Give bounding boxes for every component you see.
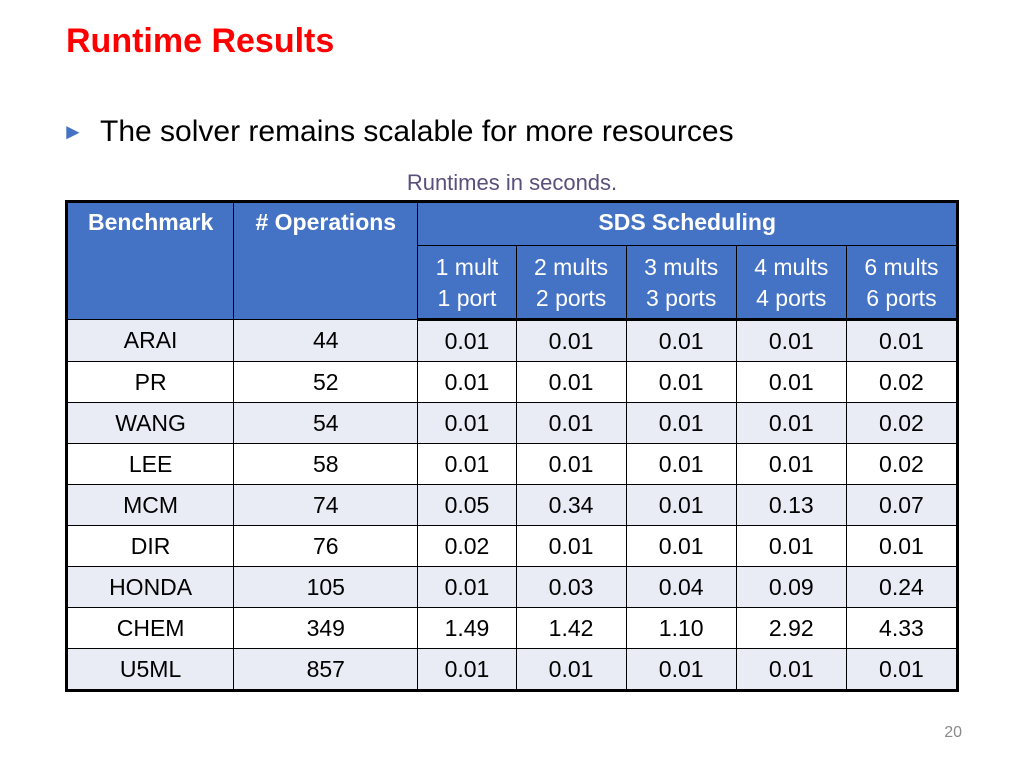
header-config-5	[846, 246, 957, 320]
cell-runtime: 0.01	[846, 649, 957, 691]
cell-benchmark: WANG	[67, 403, 234, 444]
cell-runtime: 1.49	[418, 608, 516, 649]
header-benchmark: Benchmark	[67, 202, 234, 320]
cell-operations: 74	[234, 485, 418, 526]
cell-runtime: 0.01	[516, 526, 626, 567]
cell-runtime: 0.01	[626, 362, 736, 403]
cell-runtime: 0.04	[626, 567, 736, 608]
header-config-3	[626, 246, 736, 320]
cell-benchmark: PR	[67, 362, 234, 403]
table-row	[67, 526, 958, 567]
cell-runtime: 0.01	[736, 526, 846, 567]
cell-runtime: 0.01	[736, 362, 846, 403]
header-config-ports: 3 ports	[646, 285, 717, 311]
header-config-1	[418, 246, 516, 320]
page-number: 20	[944, 724, 962, 741]
header-config-multipliers: 4 mults	[754, 254, 829, 280]
cell-runtime: 0.01	[418, 567, 516, 608]
cell-benchmark: LEE	[67, 444, 234, 485]
cell-runtime: 0.02	[418, 526, 516, 567]
cell-runtime: 0.01	[516, 649, 626, 691]
cell-runtime: 0.01	[846, 320, 957, 362]
cell-benchmark: DIR	[67, 526, 234, 567]
cell-runtime: 0.01	[626, 320, 736, 362]
table-row	[67, 567, 958, 608]
header-config-ports: 4 ports	[756, 285, 827, 311]
cell-runtime: 0.34	[516, 485, 626, 526]
cell-runtime: 1.42	[516, 608, 626, 649]
cell-runtime: 0.01	[736, 320, 846, 362]
table-row	[67, 403, 958, 444]
cell-operations: 857	[234, 649, 418, 691]
cell-runtime: 0.01	[516, 362, 626, 403]
cell-benchmark: MCM	[67, 485, 234, 526]
cell-runtime: 0.01	[418, 362, 516, 403]
cell-runtime: 0.01	[418, 320, 516, 362]
cell-runtime: 4.33	[846, 608, 957, 649]
cell-runtime: 0.01	[736, 444, 846, 485]
header-config-ports: 2 ports	[535, 285, 607, 311]
cell-runtime: 1.10	[626, 608, 736, 649]
cell-runtime: 0.03	[516, 567, 626, 608]
cell-operations: 52	[234, 362, 418, 403]
cell-runtime: 0.02	[846, 362, 957, 403]
slide-title: Runtime Results	[66, 22, 335, 60]
cell-operations: 54	[234, 403, 418, 444]
cell-runtime: 0.09	[736, 567, 846, 608]
cell-benchmark: ARAI	[67, 320, 234, 362]
table-row	[67, 444, 958, 485]
header-operations: # Operations	[234, 202, 418, 320]
header-config-4	[736, 246, 846, 320]
cell-runtime: 0.01	[626, 444, 736, 485]
table-row	[67, 608, 958, 649]
cell-runtime: 0.01	[626, 649, 736, 691]
cell-runtime: 0.01	[626, 403, 736, 444]
triangle-right-icon: ►	[62, 119, 84, 144]
header-config-multipliers: 2 mults	[533, 254, 609, 280]
cell-runtime: 0.01	[516, 320, 626, 362]
cell-benchmark: U5ML	[67, 649, 234, 691]
cell-runtime: 0.01	[626, 526, 736, 567]
header-config-ports: 6 ports	[866, 285, 937, 311]
cell-runtime: 0.07	[846, 485, 957, 526]
cell-runtime: 0.02	[846, 403, 957, 444]
cell-runtime: 0.24	[846, 567, 957, 608]
cell-runtime: 0.02	[846, 444, 957, 485]
cell-runtime: 0.01	[418, 444, 516, 485]
cell-runtime: 0.01	[736, 403, 846, 444]
cell-runtime: 0.05	[418, 485, 516, 526]
cell-runtime: 0.01	[626, 485, 736, 526]
cell-operations: 58	[234, 444, 418, 485]
cell-operations: 105	[234, 567, 418, 608]
bullet-text: The solver remains scalable for more resources	[100, 115, 734, 148]
cell-runtime: 0.01	[736, 649, 846, 691]
cell-operations: 349	[234, 608, 418, 649]
cell-runtime: 0.01	[418, 403, 516, 444]
cell-runtime: 0.01	[418, 649, 516, 691]
cell-runtime: 2.92	[736, 608, 846, 649]
cell-operations: 76	[234, 526, 418, 567]
header-config-2	[516, 246, 626, 320]
cell-operations: 44	[234, 320, 418, 362]
bullet-point	[62, 112, 734, 152]
table-row	[67, 362, 958, 403]
cell-runtime: 0.01	[516, 403, 626, 444]
table-row	[67, 649, 958, 691]
header-config-multipliers: 6 mults	[864, 254, 939, 280]
cell-runtime: 0.01	[516, 444, 626, 485]
cell-benchmark: CHEM	[67, 608, 234, 649]
runtime-results-table	[65, 200, 959, 692]
cell-benchmark: HONDA	[67, 567, 234, 608]
table-row	[67, 320, 958, 362]
cell-runtime: 0.01	[846, 526, 957, 567]
header-config-multipliers: 1 mult	[435, 254, 499, 280]
header-sds-scheduling: SDS Scheduling	[418, 202, 958, 246]
table-row	[67, 485, 958, 526]
header-config-ports: 1 port	[437, 285, 497, 311]
cell-runtime: 0.13	[736, 485, 846, 526]
header-config-multipliers: 3 mults	[644, 254, 719, 280]
table-caption: Runtimes in seconds.	[406, 170, 618, 195]
